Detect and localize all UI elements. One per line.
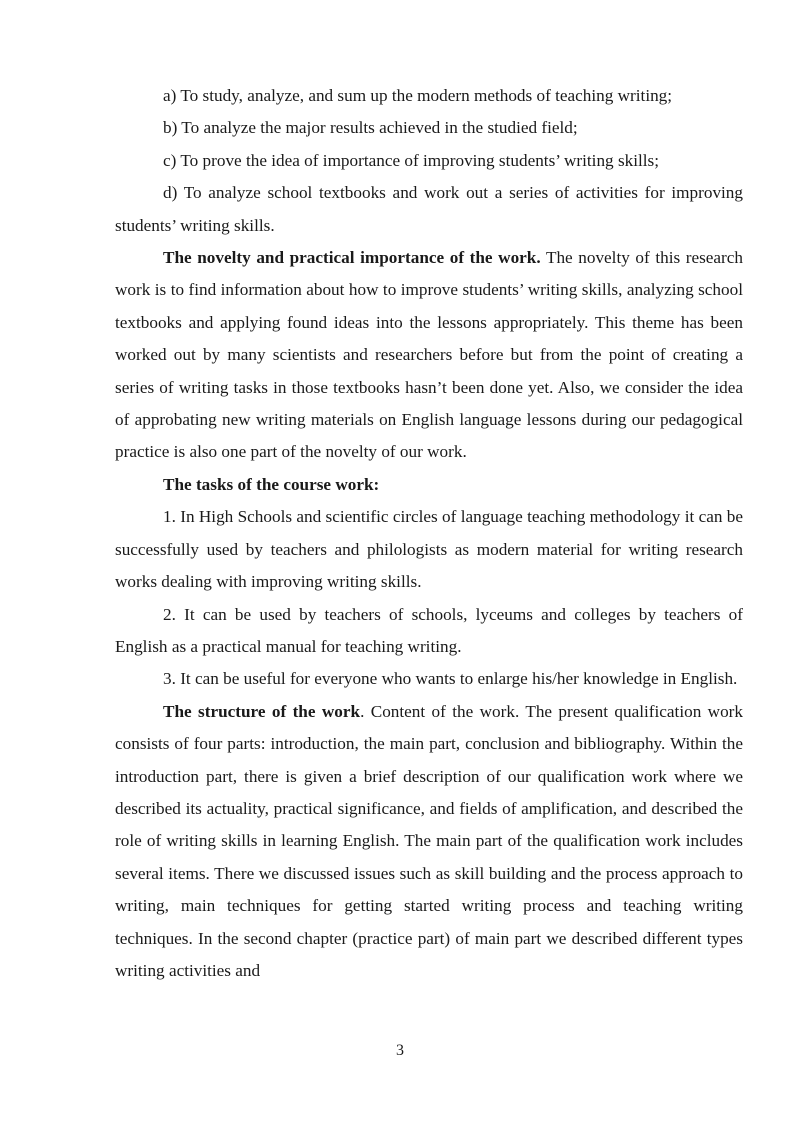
- task-item-3: 3. It can be useful for everyone who wants to enlarge his/her knowledge in English.: [163, 669, 738, 689]
- novelty-paragraph: [115, 242, 743, 469]
- tasks-heading: The tasks of the course work:: [163, 474, 380, 494]
- goal-item-c: c) To prove the idea of importance of improving students’ writing skills;: [163, 150, 660, 170]
- document-page: [115, 80, 743, 987]
- goal-item-a: a) To study, analyze, and sum up the modern methods of teaching writing;: [163, 86, 673, 105]
- page-number: 3: [396, 1042, 404, 1059]
- novelty-text: The novelty of this research work is to find information about how to improve students’ writing skills, analyzing school textbooks and applying found ideas into the lessons appropriately. This theme has been worked out by many scientists and researchers before but from the point of creating a series of writing tasks in those textbooks hasn’t been done yet. Also, we consider the idea of approbating new writing materials on English language lessons during our pedagogical practice is also one part of the novelty of our work.: [115, 248, 744, 462]
- novelty-heading: The novelty and practical importance of the work.: [163, 248, 541, 268]
- structure-heading: The structure of the work: [163, 701, 361, 721]
- goal-item-d: d) To analyze school textbooks and work out a series of activities for improving students’ writing skills.: [115, 183, 743, 235]
- structure-text: . Content of the work. The present qualification work consists of four parts: introduction, the main part, conclusion and bibliography. Within the introduction part, there is given a brief description of our qualification work where we described its actuality, practical significance, and fields of amplification, and described the role of writing skills in learning English. The main part of the qualification work includes several items. There we discussed issues such as skill building and the process approach to writing, main techniques for getting started writing process and teaching writing techniques. In the second chapter (practice part) of main part we described different types writing activities and: [115, 701, 743, 980]
- goal-item-b: b) To analyze the major results achieved in the studied field;: [163, 118, 578, 138]
- tasks-heading-paragraph: [115, 469, 743, 501]
- task-item-1: 1. In High Schools and scientific circles of language teaching methodology it can be successfully used by teachers and philologists as modern material for writing research works dealing with improving writing skills.: [115, 507, 743, 592]
- structure-paragraph: [115, 696, 743, 988]
- task-item-2: 2. It can be used by teachers of schools, lyceums and colleges by teachers of English as a practical manual for teaching writing.: [115, 604, 743, 656]
